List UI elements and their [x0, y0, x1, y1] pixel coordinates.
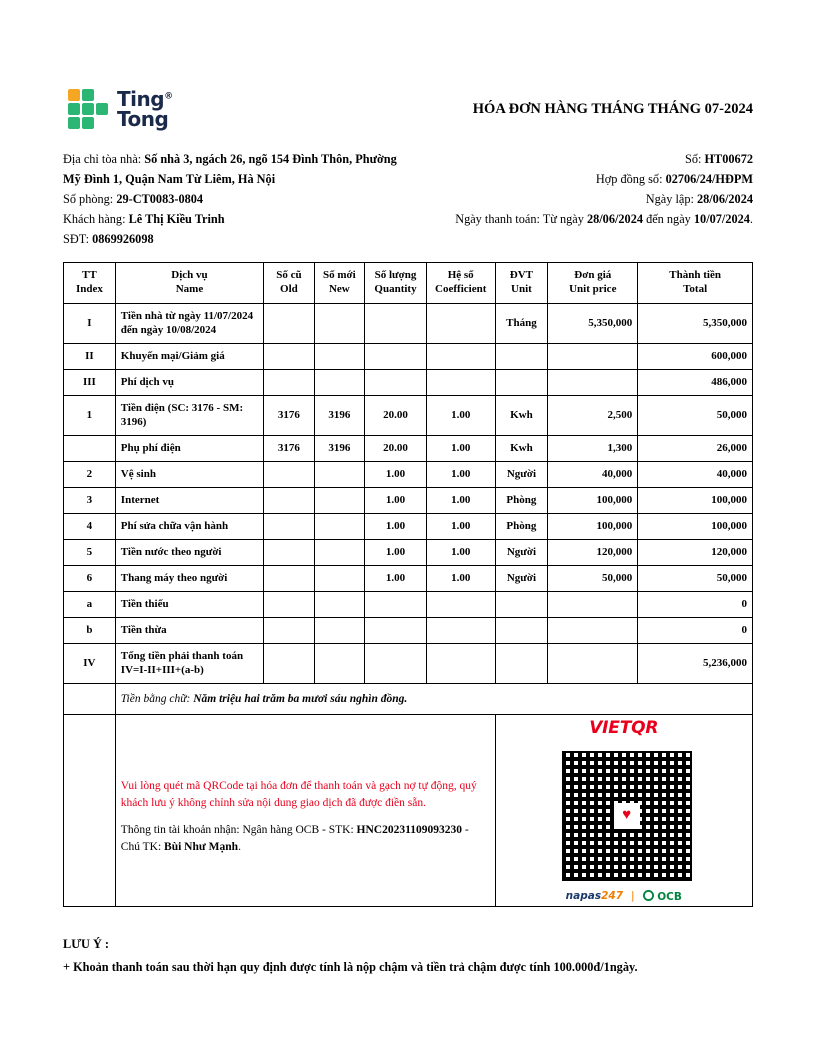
row-coef: 1.00: [426, 395, 495, 435]
row-price: 100,000: [548, 513, 638, 539]
row-unit: Phòng: [495, 513, 548, 539]
row-new: [314, 343, 364, 369]
row-index: IV: [64, 643, 116, 683]
row-total: 100,000: [638, 513, 753, 539]
row-name: Tiền thừa: [115, 617, 263, 643]
heart-icon: ♥: [622, 807, 632, 824]
row-coef: 1.00: [426, 487, 495, 513]
row-new: [314, 513, 364, 539]
col-total: Thành tiền Total: [638, 262, 753, 303]
col-coefficient: Hệ số Coefficient: [426, 262, 495, 303]
col-old: Số cũ Old: [264, 262, 314, 303]
amount-in-words-cell: [115, 683, 752, 714]
row-old: [264, 643, 314, 683]
row-unit: [495, 643, 548, 683]
row-price: [548, 369, 638, 395]
building-address-label: Địa chỉ tòa nhà:: [63, 152, 142, 166]
row-qty: 1.00: [365, 513, 427, 539]
row-total: 26,000: [638, 435, 753, 461]
vietqr-logo: [501, 718, 747, 738]
table-row: [64, 591, 753, 617]
row-unit: Kwh: [495, 435, 548, 461]
row-name: Tiền thiếu: [115, 591, 263, 617]
row-qty: 20.00: [365, 435, 427, 461]
row-price: 50,000: [548, 565, 638, 591]
room-number-label: Số phòng:: [63, 191, 114, 206]
payment-to-date: 10/07/2024: [693, 211, 750, 226]
table-row-total: [64, 643, 753, 683]
row-price: 1,300: [548, 435, 638, 461]
invoice-number-label: Số:: [685, 152, 702, 166]
table-row: [64, 435, 753, 461]
row-price: 2,500: [548, 395, 638, 435]
row-qty: 20.00: [365, 395, 427, 435]
row-name: Tiền nhà từ ngày 11/07/2024 đến ngày 10/08/2024: [115, 303, 263, 343]
room-number-value: 29-CT0083-0804: [116, 191, 204, 206]
row-old: [264, 343, 314, 369]
row-price: [548, 617, 638, 643]
room-number-row: [63, 190, 203, 210]
invoice-number-row: [685, 150, 753, 170]
bank-account-info: [121, 822, 490, 857]
brand-line-2: Tong: [117, 107, 169, 131]
building-address-value-2: Mỹ Đình 1, Quận Nam Từ Liêm, Hà Nội: [63, 171, 276, 186]
row-old: [264, 539, 314, 565]
qr-instruction-text: Vui lòng quét mã QRCode tại hóa đơn để thanh toán và gạch nợ tự động, quý khách lưu ý không chỉnh sửa nội dung giao dịch đã được điền sẵn.: [120, 779, 477, 809]
row-index: 6: [64, 565, 116, 591]
row-new: [314, 539, 364, 565]
row-index: b: [64, 617, 116, 643]
row-old: [264, 461, 314, 487]
qr-footer-logos: [501, 890, 747, 903]
row-old: [264, 591, 314, 617]
table-row: [64, 395, 753, 435]
row-index: II: [64, 343, 116, 369]
table-row: [64, 303, 753, 343]
row-old: [264, 303, 314, 343]
napas-logo: napas247: [565, 890, 623, 903]
contract-number-row: [596, 170, 753, 190]
row-name: Vệ sinh: [115, 461, 263, 487]
row-total: 120,000: [638, 539, 753, 565]
row-total: 5,350,000: [638, 303, 753, 343]
row-index: 5: [64, 539, 116, 565]
row-new: [314, 617, 364, 643]
qr-note-row: [64, 714, 753, 906]
row-unit: [495, 617, 548, 643]
phone-value: 0869926098: [92, 231, 154, 246]
col-name: Dịch vụ Name: [115, 262, 263, 303]
amount-in-words-value: Năm triệu hai trăm ba mươi sáu nghìn đồng.: [193, 692, 408, 705]
row-index: [64, 435, 116, 461]
brand-registered-icon: ®: [164, 91, 173, 102]
table-row: [64, 617, 753, 643]
invoice-table-head: [64, 262, 753, 303]
document-header: [63, 86, 753, 132]
row-old: [264, 369, 314, 395]
row-price: 100,000: [548, 487, 638, 513]
row-unit: [495, 591, 548, 617]
row-name: Phí dịch vụ: [115, 369, 263, 395]
row-price: 40,000: [548, 461, 638, 487]
row-new: [314, 369, 364, 395]
row-index: 4: [64, 513, 116, 539]
customer-value: Lê Thị Kiều Trinh: [128, 211, 225, 226]
row-unit: [495, 343, 548, 369]
col-new: Số mới New: [314, 262, 364, 303]
vietqr-label-viet: VIET: [589, 717, 632, 738]
created-date-row: [646, 190, 753, 210]
page-title: HÓA ĐƠN HÀNG THÁNG THÁNG 07-2024: [472, 101, 753, 117]
row-new: [314, 591, 364, 617]
brand-line-1: Ting: [117, 87, 165, 111]
row-unit: Người: [495, 565, 548, 591]
qr-note-spacer: [64, 714, 116, 906]
col-unit: ĐVT Unit: [495, 262, 548, 303]
invoice-table: [63, 262, 753, 907]
row-name: Phí sửa chữa vận hành: [115, 513, 263, 539]
row-unit: Tháng: [495, 303, 548, 343]
row-qty: [365, 369, 427, 395]
table-row: [64, 369, 753, 395]
row-old: [264, 617, 314, 643]
row-new: 3196: [314, 395, 364, 435]
row-qty: [365, 303, 427, 343]
row-qty: 1.00: [365, 487, 427, 513]
row-total: 600,000: [638, 343, 753, 369]
row-name: Tổng tiền phải thanh toán IV=I-II+III+(a-b): [115, 643, 263, 683]
phone-row: [63, 230, 154, 250]
row-coef: [426, 643, 495, 683]
notes-heading: LƯU Ý :: [63, 936, 109, 951]
payment-period-end: .: [749, 211, 753, 226]
qr-code-cell: [495, 714, 752, 906]
table-row: [64, 565, 753, 591]
building-address-row: [63, 150, 397, 170]
row-old: [264, 565, 314, 591]
bank-account-mid: - Chú TK:: [120, 824, 469, 854]
ocb-logo: OCB: [643, 890, 682, 903]
table-row: [64, 513, 753, 539]
payment-from-date: 28/06/2024: [586, 211, 643, 226]
notes-line-1: + Khoản thanh toán sau thời hạn quy định được tính là nộp chậm và tiền trả chậm được tính 100.000đ/1ngày.: [63, 959, 638, 974]
row-coef: [426, 343, 495, 369]
bank-account-holder: Bùi Như Mạnh: [164, 841, 239, 854]
vietqr-label-qr: QR: [631, 717, 659, 738]
row-total: 40,000: [638, 461, 753, 487]
row-coef: 1.00: [426, 539, 495, 565]
col-quantity: Số lượng Quantity: [365, 262, 427, 303]
row-name: Phụ phí điện: [115, 435, 263, 461]
table-row: [64, 461, 753, 487]
row-qty: 1.00: [365, 461, 427, 487]
tingtong-logo-icon: [65, 86, 111, 132]
table-header-row: [64, 262, 753, 303]
row-total: 0: [638, 617, 753, 643]
row-qty: 1.00: [365, 565, 427, 591]
row-old: [264, 487, 314, 513]
customer-row: [63, 210, 225, 230]
row-new: [314, 565, 364, 591]
row-qty: [365, 343, 427, 369]
invoice-table-body: [64, 303, 753, 906]
brand-wordmark: [117, 89, 173, 129]
row-new: [314, 461, 364, 487]
row-qty: 1.00: [365, 539, 427, 565]
row-name: Tiền điện (SC: 3176 - SM: 3196): [115, 395, 263, 435]
row-new: [314, 487, 364, 513]
row-coef: [426, 303, 495, 343]
created-date-value: 28/06/2024: [696, 191, 753, 206]
qr-center-badge: [614, 803, 640, 829]
row-new: [314, 303, 364, 343]
customer-label: Khách hàng:: [63, 211, 126, 226]
qr-code-image[interactable]: [558, 747, 696, 885]
table-row: [64, 487, 753, 513]
building-address-value: Số nhà 3, ngách 26, ngõ 154 Đình Thôn, Phường: [144, 152, 397, 166]
bank-account-number: HNC20231109093230: [356, 824, 462, 837]
ocb-mark-icon: [643, 890, 654, 901]
row-unit: [495, 369, 548, 395]
row-price: [548, 643, 638, 683]
row-qty: [365, 591, 427, 617]
row-index: 3: [64, 487, 116, 513]
row-name: Khuyến mại/Giảm giá: [115, 343, 263, 369]
row-index: III: [64, 369, 116, 395]
row-coef: 1.00: [426, 461, 495, 487]
row-total: 5,236,000: [638, 643, 753, 683]
row-price: [548, 343, 638, 369]
row-price: [548, 591, 638, 617]
table-row: [64, 343, 753, 369]
row-coef: 1.00: [426, 513, 495, 539]
row-total: 486,000: [638, 369, 753, 395]
payment-period-label: Ngày thanh toán: Từ ngày: [455, 211, 584, 226]
row-index: 2: [64, 461, 116, 487]
row-coef: 1.00: [426, 435, 495, 461]
col-index: TT Index: [64, 262, 116, 303]
row-total: 50,000: [638, 565, 753, 591]
row-price: 120,000: [548, 539, 638, 565]
row-unit: Người: [495, 461, 548, 487]
row-new: [314, 643, 364, 683]
payment-note-cell: [115, 714, 495, 906]
bank-account-prefix: Thông tin tài khoản nhận: Ngân hàng OCB - STK:: [120, 824, 354, 837]
payment-period-row: [455, 210, 753, 230]
row-name: Internet: [115, 487, 263, 513]
row-coef: [426, 591, 495, 617]
row-index: a: [64, 591, 116, 617]
row-total: 50,000: [638, 395, 753, 435]
amount-in-words-row: [64, 683, 753, 714]
row-index: 1: [64, 395, 116, 435]
row-index: I: [64, 303, 116, 343]
row-total: 0: [638, 591, 753, 617]
row-unit: Kwh: [495, 395, 548, 435]
invoice-info: [63, 150, 753, 250]
contract-number-label: Hợp đồng số:: [595, 171, 663, 186]
amount-in-words-spacer: [64, 683, 116, 714]
qr-code-frame: [555, 744, 693, 882]
payment-period-mid: đến ngày: [646, 211, 691, 226]
table-row: [64, 539, 753, 565]
row-qty: [365, 617, 427, 643]
row-unit: Người: [495, 539, 548, 565]
row-new: 3196: [314, 435, 364, 461]
row-old: 3176: [264, 395, 314, 435]
row-name: Tiền nước theo người: [115, 539, 263, 565]
logo-separator: |: [631, 890, 635, 903]
row-price: 5,350,000: [548, 303, 638, 343]
created-date-label: Ngày lập:: [645, 191, 694, 206]
row-coef: [426, 369, 495, 395]
phone-label: SĐT:: [63, 231, 90, 246]
contract-number-value: 02706/24/HĐPM: [665, 171, 753, 186]
bank-account-end: .: [238, 841, 241, 854]
col-unit-price: Đơn giá Unit price: [548, 262, 638, 303]
row-name: Thang máy theo người: [115, 565, 263, 591]
invoice-number-value: HT00672: [704, 152, 753, 166]
row-coef: [426, 617, 495, 643]
row-unit: Phòng: [495, 487, 548, 513]
amount-in-words-label: Tiền bằng chữ:: [120, 692, 191, 705]
row-qty: [365, 643, 427, 683]
row-coef: 1.00: [426, 565, 495, 591]
footer-notes: [63, 933, 753, 980]
row-old: 3176: [264, 435, 314, 461]
row-total: 100,000: [638, 487, 753, 513]
brand-logo: [63, 86, 173, 132]
row-old: [264, 513, 314, 539]
